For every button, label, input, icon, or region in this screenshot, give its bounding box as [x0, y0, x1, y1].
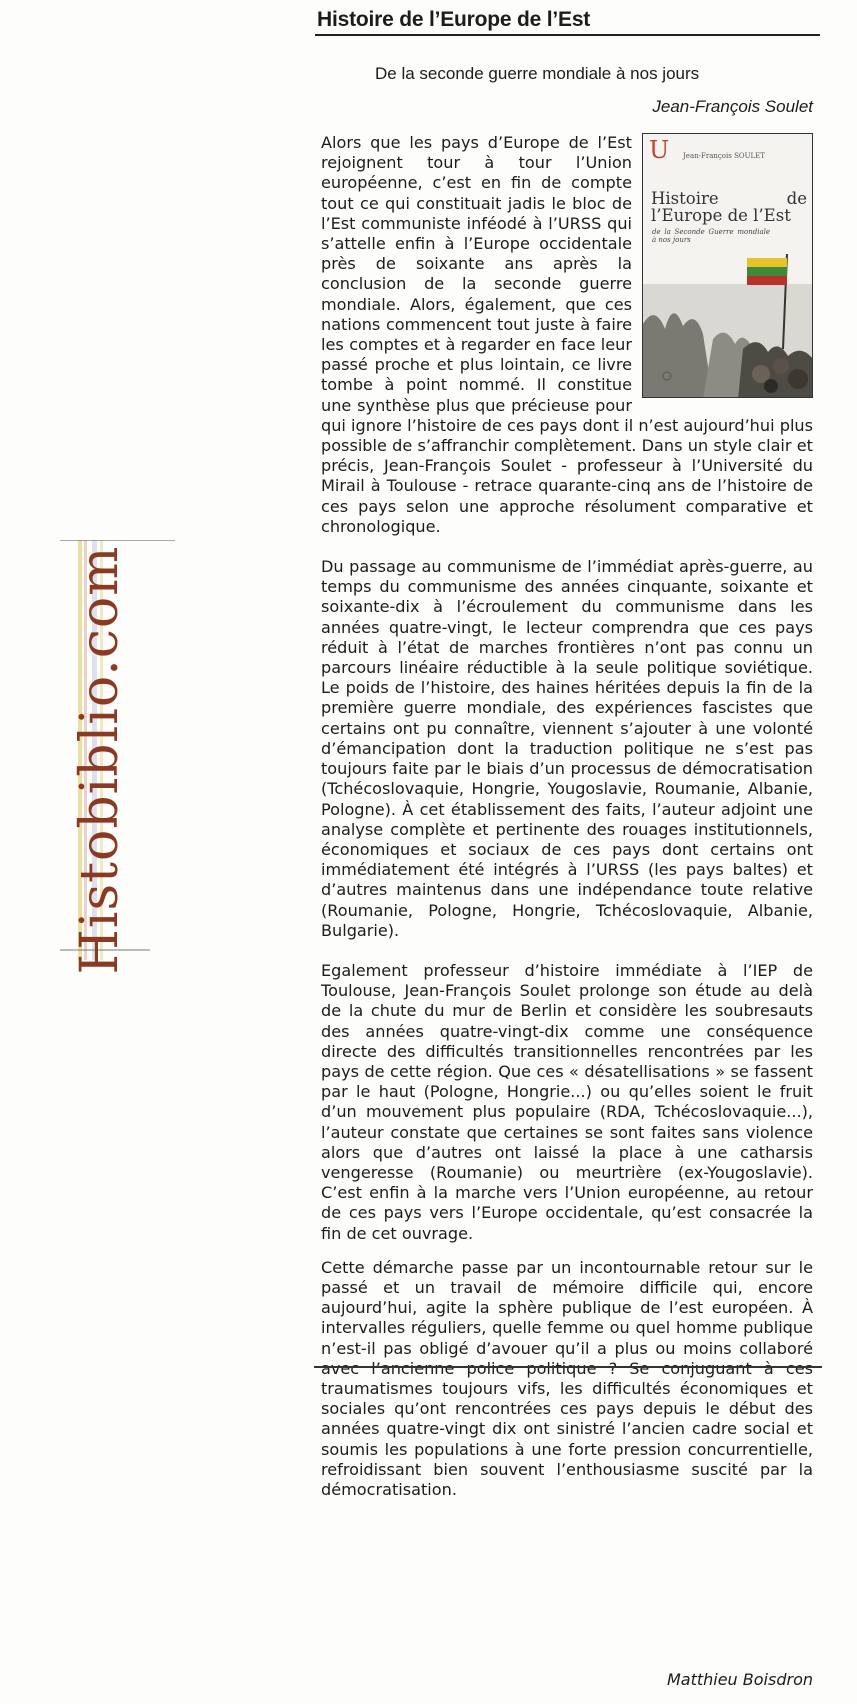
histobiblio-logo — [0, 540, 200, 975]
cover-title: Histoire de l’Europe de l’Est — [651, 189, 807, 225]
review-signature: Matthieu Boisdron — [666, 1670, 813, 1689]
section-divider — [314, 1366, 822, 1368]
paragraph-1: Alors que les pays d’Europe de l’Est rejoignent tour à tour l’Union européenne, c’est en fin de compte tout ce qui constituait jadis le bloc de l’Est communiste inféodé à l’URSS qui s’attelle enfin à l’Europe occidentale près de soixante ans après la conclusion de la seconde guerre mondiale. Alors, également, que ces nations commencent tout juste à faire les comptes et à regarder en face leur passé proche et plus lointain, ce livre tombe à point nommé. Il constitue une synthèse plus que précieuse pour qui ignore l’histoire de ces pays dont il n’est aujourd’hui plus possible de s’affranchir complètement. Dans un style clair et précis, Jean-François Soulet - professeur à l’Université du Mirail à Toulouse - retrace quarante-cinq ans de l’histoire de ces pays selon une approche résolument comparative et chronologique. — [321, 133, 813, 536]
paragraph-3: Egalement professeur d’histoire immédiate à l’IEP de Toulouse, Jean-François Soulet prolonge son étude au delà de la chute du mur de Berlin et considère les soubresauts des années quatre-vingt-dix comme une conséquence directe des difficultés transitionnelles rencontrées par les pays de cette région. Que ces « désatellisations » se fassent par le haut (Pologne, Hongrie...) ou qu’elles soient le fruit d’un mouvement plus populaire (RDA, Tchécoslovaquie...), l’auteur constate que certaines se sont faites sans violence alors que d’autres ont laissé la place à une catharsis vengeresse (Roumanie) ou meurtrière (ex-Yougoslavie). C’est enfin à la marche vers l’Union européenne, au retour de ces pays vers l’Europe occidentale, qu’est consacrée la fin de cet ouvrage. — [321, 960, 813, 1243]
article-subtitle: De la seconde guerre mondiale à nos jours — [375, 64, 700, 83]
article-body — [321, 133, 813, 1500]
cover-illustration — [643, 134, 813, 398]
flag-stripe-green — [747, 267, 787, 276]
book-cover-image — [642, 133, 813, 398]
book-author: Jean-François Soulet — [652, 97, 813, 116]
logo-text: Histobiblio.com — [70, 545, 130, 975]
flag-stripe-red — [747, 276, 787, 285]
paragraph-2: Du passage au communisme de l’immédiat après-guerre, au temps du communisme des années cinquante, soixante et soixante-dix à l’écroulement du communisme dans les années quatre-vingt, le lecteur comprendra que ces pays réduit à l’état de marches frontières n’ont pas connu un parcours linéaire réductible à la seule politique soviétique. Le poids de l’histoire, des haines héritées depuis la fin de la première guerre mondiale, des expériences fascistes que certains ont pu connaître, viennent s’ajouter à une volonté d’émancipation dont la traduction politique ne s’est pas toujours faite par le biais d’un processus de démocratisation (Tchécoslovaquie, Hongrie, Yougoslavie, Roumanie, Albanie, Pologne). À cet établissement des faits, l’auteur adjoint une analyse complète et pertinente des rouages institutionnels, économiques et sociaux de ces pays dont certains ont immédiatement été intégrés à l’URSS (les pays baltes) et d’autres maintenus dans une indépendance toute relative (Roumanie, Pologne, Hongrie, Tchécoslovaquie, Albanie, Bulgarie). — [321, 557, 813, 940]
publisher-logo: U — [649, 136, 670, 164]
flag-stripe-yellow — [747, 258, 787, 267]
title-underline — [315, 34, 820, 36]
cover-author: Jean-François SOULET — [683, 152, 765, 160]
cover-subtitle: de la Seconde Guerre mondiale à nos jours — [652, 228, 770, 244]
paragraph-4: Cette démarche passe par un incontournable retour sur le passé et un travail de mémoire difficile qui, encore aujourd’hui, agite la sphère publique de l’est européen. À intervalles réguliers, quelle femme ou quel homme publique n’est-il pas obligé d’avouer qu’il a plus ou moins collaboré avec l’ancienne police politique ? Se conjuguant à ces traumatismes toujours vifs, les difficultés économiques et sociales qu’ont rencontrées ces pays depuis le début des années quatre-vingt dix ont sinistré l’ancien cadre social et soumis les populations à une forte pression concurrentielle, refroidissant bien souvent l’enthousiasme suscité par la démocratisation. — [321, 1257, 813, 1499]
article-title: Histoire de l’Europe de l’Est — [317, 8, 591, 31]
